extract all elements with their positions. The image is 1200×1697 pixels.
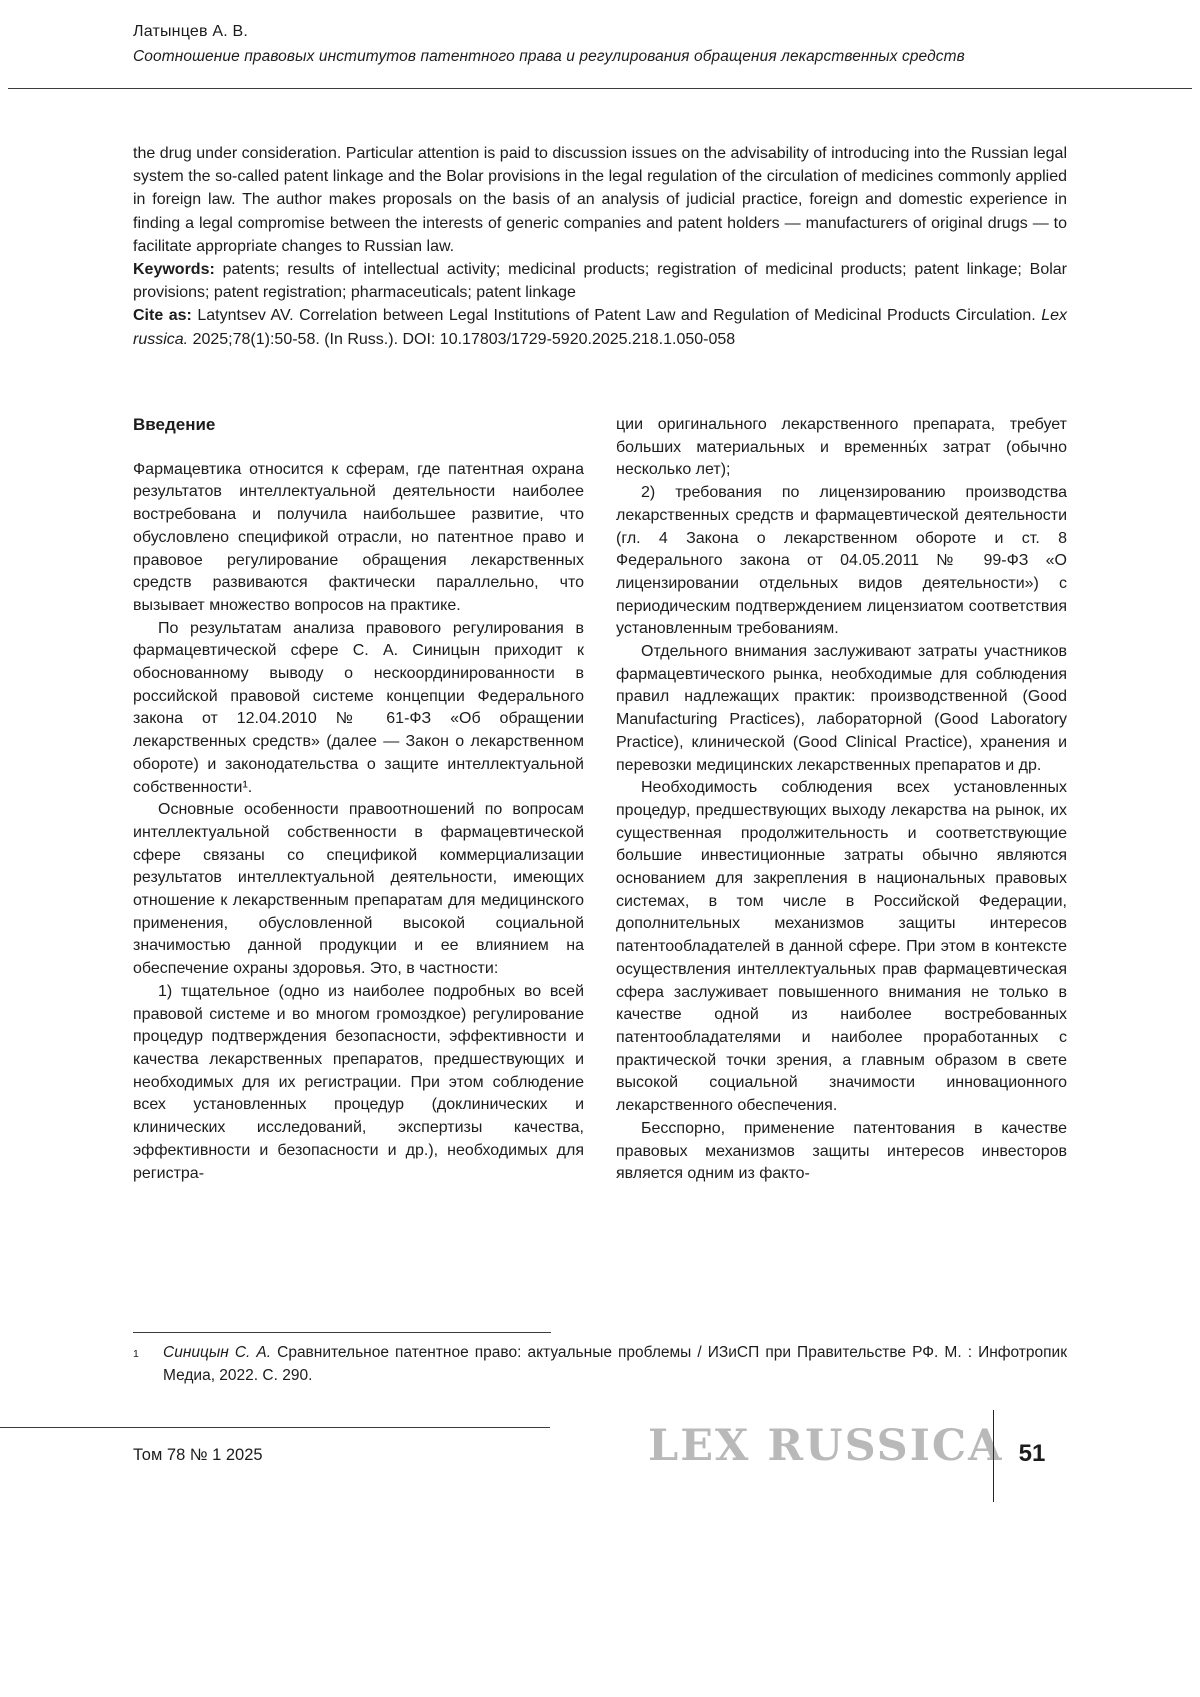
cite-as-label: Cite as: <box>133 307 192 325</box>
running-article-title: Соотношение правовых институтов патентного права и регулирования обращения лекарственных средств <box>133 48 965 65</box>
right-column <box>616 414 1067 1332</box>
abstract-text: the drug under consideration. Particular attention is paid to discussion issues on the advisability of introducing into the Russian legal system the so-called patent linkage and the Bolar provisions in the legal regulation of the circulation of medicines commonly applied in foreign law. The author makes proposals on the basis of an analysis of judicial practice, foreign and domestic experience in finding a legal compromise between the interests of generic companies and patent holders — manufacturers of original drugs — to facilitate appropriate changes to Russian law. <box>133 145 1067 255</box>
paragraph: Основные особенности правоотношений по вопросам интеллектуальной собственности в фармацевтической сфере связаны со спецификой коммерциализации результатов интеллектуальной деятельности, имеющих отношение к лекарственным препаратам для медицинского применения, обусловленной высокой социальной значимостью данной продукции и ее влиянием на обеспечение охраны здоровья. Это, в частности: <box>133 801 584 978</box>
citation-doi-text: 2025;78(1):50-58. (In Russ.). DOI: 10.17803/1729-5920.2025.218.1.050-058 <box>192 330 736 348</box>
running-header <box>133 23 1067 66</box>
footnote-marker: 1 <box>133 1348 139 1360</box>
footnote-body-text: Сравнительное патентное право: актуальные проблемы / ИЗиСП при Правительстве РФ. М. : Инфотропик Медиа, 2022. С. 290. <box>163 1344 1067 1384</box>
volume-issue-label: Том 78 № 1 2025 <box>133 1446 263 1464</box>
paragraph: Отдельного внимания заслуживают затраты участников фармацевтического рынка, необходимые для соблюдения правил надлежащих практик: производственной (Good Manufacturing Practices), лабораторной (Good Laboratory Practice), клинической (Good Clinical Practice), хранения и перевозки медицинских лекарственных препаратов и др. <box>616 643 1067 774</box>
citation-journal-name: Lex russica. <box>133 307 1067 348</box>
citation-line <box>133 304 1067 350</box>
footnote-author: Синицын С. А. <box>163 1344 272 1361</box>
keywords-label: Keywords: <box>133 261 215 279</box>
footer-rule <box>0 1427 550 1428</box>
header-rule <box>8 88 1192 89</box>
footnote-block <box>133 1332 1067 1387</box>
paragraph: По результатам анализа правового регулирования в фармацевтической сфере С. А. Синицын приходит к обоснованному выводу о нескоординированности в российской правовой системе концепции Федерального закона от 12.04.2010 № 61-ФЗ «Об обращении лекарственных средств» (далее — Закон о лекарственном обороте) и законодательства о защите интеллектуальной собственности¹. <box>133 619 584 796</box>
citation-text: Latyntsev AV. Correlation between Legal Institutions of Patent Law and Regulation of Medicinal Products Circulation. <box>197 307 1036 325</box>
paragraph: Бесспорно, применение патентования в качестве правовых механизмов защиты интересов инвесторов является одним из факто- <box>616 1119 1067 1183</box>
paragraph: 1) тщательное (одно из наиболее подробных во всей правовой системе и во многом громоздкое) регулирование процедур подтверждения безопасности, эффективности и качества лекарственных препаратов, предшествующих и необходимых для их регистрации. При этом соблюдение всех установленных процедур (доклинических и клинических исследований, экспертизы качества, эффективности и безопасности и др.), необходимых для регистра- <box>133 982 584 1182</box>
section-title-introduction: Введение <box>133 415 216 434</box>
abstract-block <box>133 142 1067 351</box>
footnote <box>133 1342 1067 1387</box>
author-name: Латынцев А. В. <box>133 23 249 40</box>
article-body <box>133 414 1067 1332</box>
left-column <box>133 414 584 1332</box>
keywords-text: patents; results of intellectual activity; medicinal products; registration of medicinal products; patent linkage; Bolar provisions; patent registration; pharmaceuticals; patent linkage <box>133 261 1067 302</box>
page-number: 51 <box>1018 1440 1046 1467</box>
footnote-rule <box>133 1332 551 1333</box>
footer-divider <box>993 1410 994 1502</box>
paragraph: ции оригинального лекарственного препарата, требует больших материальных и временны́х затрат (обычно несколько лет); <box>616 416 1067 479</box>
paragraph: Фармацевтика относится к сферам, где патентная охрана результатов интеллектуальной деятельности наиболее востребована и получила наибольшее развитие, что обусловлено спецификой отрасли, но патентное право и правовое регулирование обращения лекарственных средств развиваются фактически параллельно, что вызывает множество вопросов на практике. <box>133 460 584 614</box>
keywords-line <box>133 258 1067 304</box>
footnote-text <box>163 1342 1067 1387</box>
paragraph: Необходимость соблюдения всех установленных процедур, предшествующих выходу лекарства на рынок, их существенная продолжительность и соответствующие большие инвестиционные затраты обычно являются основанием для закрепления в национальных правовых системах, в том числе в Российской Федерации, дополнительных механизмов защиты интересов патентообладателей в данной сфере. При этом в контексте осуществления интеллектуальных прав фармацевтическая сфера заслуживает повышенного внимания не только в качестве одной из наиболее востребованных патентообладателями и наиболее проработанных с практической точки зрения, а главным образом в свете высокой социальной значимости инновационного лекарственного обеспечения. <box>616 779 1067 1115</box>
journal-logo: LEX RUSSICA <box>648 1421 1004 1471</box>
paragraph: 2) требования по лицензированию производства лекарственных средств и фармацевтической деятельности (гл. 4 Закона о лекарственном обороте и ст. 8 Федерального закона от 04.05.2011 № 99-ФЗ «О лицензировании отдельных видов деятельности») с периодическим подтверждением лицензиатом соответствия установленным требованиям. <box>616 484 1067 638</box>
